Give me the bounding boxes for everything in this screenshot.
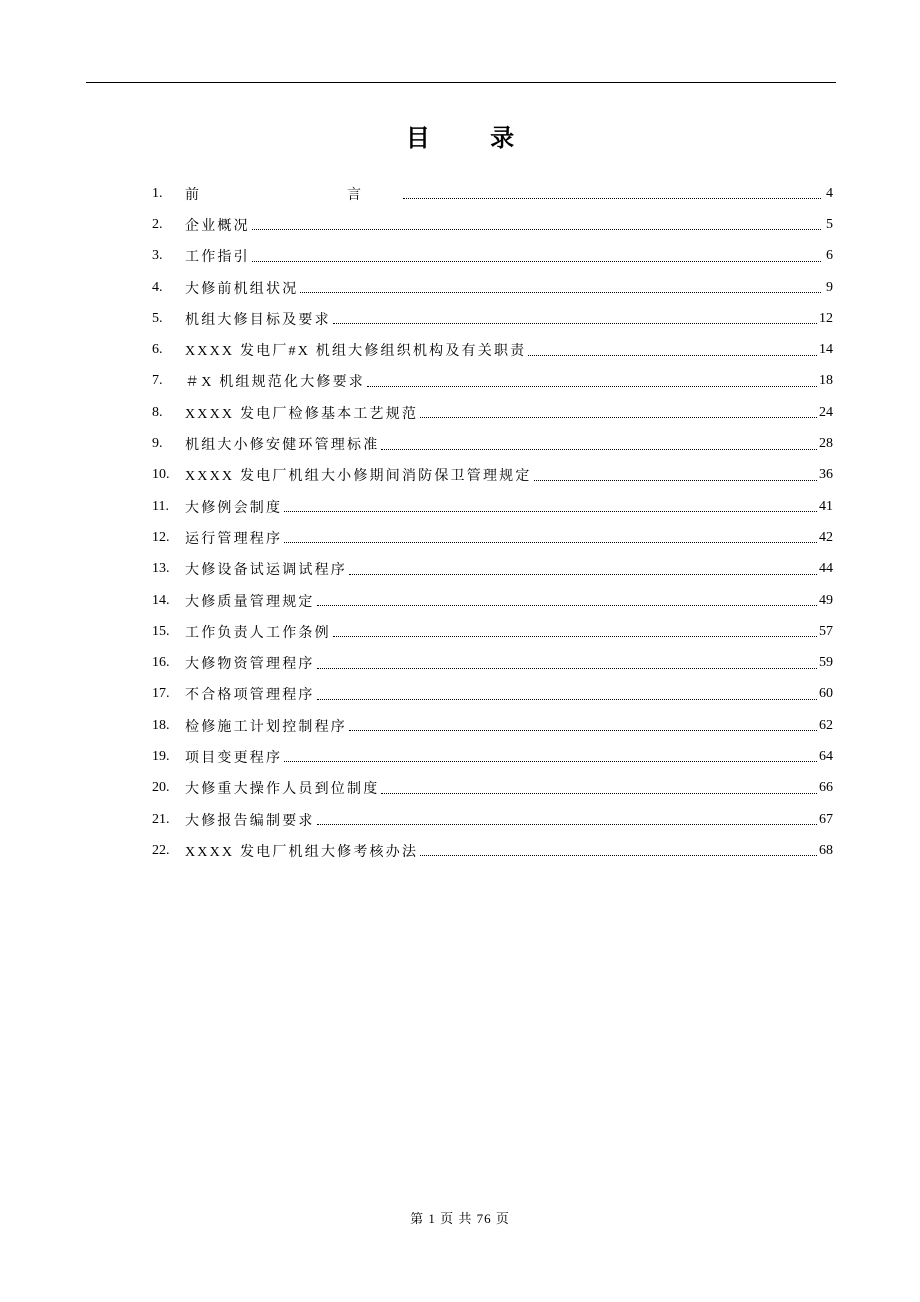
toc-entry-page: 66: [819, 780, 833, 796]
toc-entry-number: 19.: [152, 748, 170, 764]
toc-entry-number: 11.: [152, 498, 169, 514]
toc-entry-page: 41: [819, 498, 833, 514]
toc-entry-number: 17.: [152, 686, 170, 702]
toc-entry-label: 工作指引: [185, 250, 250, 266]
toc-entry-page: 28: [819, 436, 833, 452]
toc-entry[interactable]: [152, 209, 833, 240]
toc-entry-page: 12: [819, 310, 833, 326]
toc-entry-label: 大修重大操作人员到位制度: [185, 782, 380, 798]
toc-entry-page: 42: [819, 529, 833, 545]
toc-entry-label: 大修报告编制要求: [185, 813, 315, 829]
toc-entry-page: 57: [819, 623, 833, 639]
toc-entry-page: 68: [819, 842, 833, 858]
toc-leader-dots: [349, 574, 817, 575]
header-rule: [86, 82, 836, 83]
page-footer: 第 1 页 共 76 页: [410, 1211, 510, 1226]
toc-leader-dots: [420, 855, 817, 856]
toc-entry-page: 49: [819, 592, 833, 608]
toc-entry[interactable]: [152, 366, 833, 397]
toc-entry[interactable]: [152, 647, 833, 678]
toc-entry-page: 14: [819, 342, 833, 358]
toc-leader-dots: [420, 417, 817, 418]
toc-leader-dots: [252, 229, 821, 230]
toc-entry-label: 机组大小修安健环管理标准: [185, 438, 380, 454]
toc-leader-dots: [381, 793, 817, 794]
toc-entry[interactable]: [152, 303, 833, 334]
toc-entry-label: XXXX 发电厂机组大小修期间消防保卫管理规定: [185, 469, 532, 485]
toc-entry[interactable]: [152, 522, 833, 553]
toc-entry[interactable]: [152, 616, 833, 647]
toc-entry[interactable]: [152, 585, 833, 616]
toc-entry-page: 4: [826, 185, 833, 201]
toc-entry-page: 59: [819, 655, 833, 671]
toc-entry-label: 检修施工计划控制程序: [185, 719, 347, 735]
toc-entry[interactable]: [152, 554, 833, 585]
toc-entry-number: 22.: [152, 842, 170, 858]
toc-entry[interactable]: [152, 460, 833, 491]
toc-entry-number: 21.: [152, 811, 170, 827]
toc-entry-page: 60: [819, 686, 833, 702]
toc-entry-page: 24: [819, 404, 833, 420]
toc-leader-dots: [284, 761, 817, 762]
toc-entry-label: 企业概况: [185, 218, 250, 234]
toc-entry[interactable]: [152, 241, 833, 272]
toc-entry-label: 大修例会制度: [185, 500, 283, 516]
toc-entry-page: 18: [819, 373, 833, 389]
toc-entry-number: 6.: [152, 342, 163, 358]
toc-entry-number: 2.: [152, 216, 163, 232]
toc-entry-label: XXXX 发电厂检修基本工艺规范: [185, 406, 419, 422]
toc-entry-number: 1.: [152, 185, 163, 201]
toc-entry-number: 15.: [152, 623, 170, 639]
toc-leader-dots: [317, 605, 817, 606]
toc-entry[interactable]: [152, 804, 833, 835]
toc-entry[interactable]: [152, 710, 833, 741]
toc-leader-dots: [252, 261, 821, 262]
toc-entry-number: 9.: [152, 436, 163, 452]
toc-leader-dots: [300, 292, 821, 293]
toc-entry[interactable]: [152, 741, 833, 772]
toc-leader-dots: [317, 668, 817, 669]
toc-entry-number: 3.: [152, 248, 163, 264]
toc-entry-label: 前 言: [185, 187, 401, 203]
toc-entry-number: 18.: [152, 717, 170, 733]
toc-entry-number: 7.: [152, 373, 163, 389]
toc-entry[interactable]: [152, 773, 833, 804]
toc-entry-label: 大修物资管理程序: [185, 657, 315, 673]
toc-leader-dots: [333, 323, 817, 324]
toc-entry-label: 大修前机组状况: [185, 281, 299, 297]
toc-entry-label: 不合格项管理程序: [185, 688, 315, 704]
toc-entry[interactable]: [152, 272, 833, 303]
toc-entry[interactable]: [152, 679, 833, 710]
toc-entry-label: XXXX 发电厂机组大修考核办法: [185, 844, 419, 860]
toc-entry-label: 大修质量管理规定: [185, 594, 315, 610]
toc-leader-dots: [528, 355, 817, 356]
toc-entry-page: 6: [826, 248, 833, 264]
toc-entry-label: 工作负责人工作条例: [185, 625, 331, 641]
toc-entry-number: 10.: [152, 467, 170, 483]
toc-entry-number: 4.: [152, 279, 163, 295]
toc-entry-number: 14.: [152, 592, 170, 608]
toc-entry[interactable]: [152, 835, 833, 866]
toc-entry-number: 5.: [152, 310, 163, 326]
toc-entry-number: 20.: [152, 780, 170, 796]
toc-entry[interactable]: [152, 178, 833, 209]
toc-entry-page: 36: [819, 467, 833, 483]
toc-entry-label: XXXX 发电厂#X 机组大修组织机构及有关职责: [185, 344, 527, 360]
table-of-contents: [152, 178, 833, 867]
toc-entry-label: 项目变更程序: [185, 750, 283, 766]
toc-leader-dots: [381, 449, 817, 450]
toc-entry[interactable]: [152, 397, 833, 428]
toc-entry-label: 大修设备试运调试程序: [185, 563, 347, 579]
toc-entry-page: 5: [826, 216, 833, 232]
toc-entry-page: 62: [819, 717, 833, 733]
toc-entry-number: 8.: [152, 404, 163, 420]
toc-entry-label: ＃X 机组规范化大修要求: [185, 375, 366, 391]
toc-leader-dots: [317, 824, 817, 825]
toc-entry[interactable]: [152, 428, 833, 459]
toc-entry-number: 13.: [152, 561, 170, 577]
toc-leader-dots: [534, 480, 817, 481]
toc-entry[interactable]: [152, 334, 833, 365]
toc-leader-dots: [333, 636, 817, 637]
toc-entry-page: 67: [819, 811, 833, 827]
toc-entry-label: 机组大修目标及要求: [185, 312, 331, 328]
toc-entry-page: 44: [819, 561, 833, 577]
toc-leader-dots: [367, 386, 817, 387]
toc-entry-page: 9: [826, 279, 833, 295]
toc-entry-number: 16.: [152, 655, 170, 671]
toc-entry-page: 64: [819, 748, 833, 764]
toc-entry[interactable]: [152, 491, 833, 522]
toc-leader-dots: [403, 198, 821, 199]
toc-leader-dots: [317, 699, 817, 700]
toc-leader-dots: [284, 542, 817, 543]
toc-leader-dots: [349, 730, 817, 731]
toc-entry-number: 12.: [152, 529, 170, 545]
toc-leader-dots: [284, 511, 817, 512]
toc-entry-label: 运行管理程序: [185, 531, 283, 547]
page-title: 目 录: [405, 124, 541, 152]
